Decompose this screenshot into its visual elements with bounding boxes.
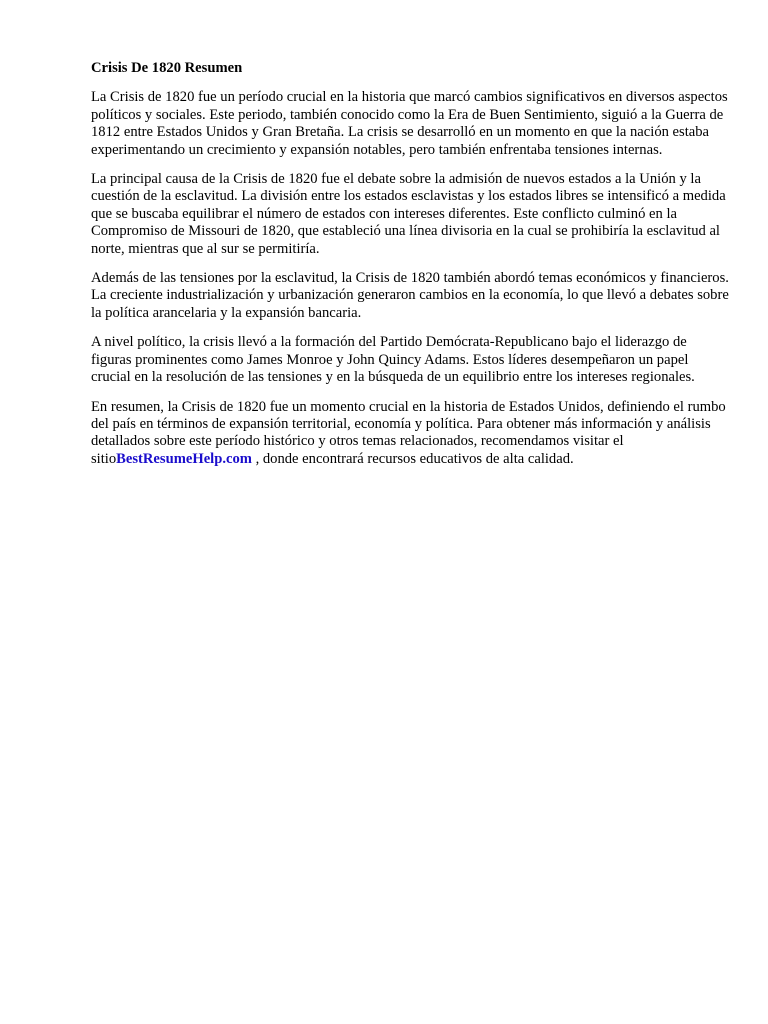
paragraph-2: La principal causa de la Crisis de 1820 fue el debate sobre la admisión de nuevos estados a la Unión y la cuestión de la esclavitud. La división entre los estados esclavistas y los estados libres se intensificó a medida que se buscaba equilibrar el número de estados con intereses diferentes. Este conflicto culminó en la Compromiso de Missouri de 1820, que estableció una línea divisoria en la cual se prohibiría la esclavitud al norte, mientras que al sur se permitiría. xyxy=(91,171,726,257)
closing-text-after-link: , donde encontrará recursos educativos de alta calidad. xyxy=(251,450,574,467)
paragraph-3: Además de las tensiones por la esclavitud, la Crisis de 1820 también abordó temas económicos y financieros. La creciente industrialización y urbanización generaron cambios en la economía, lo que llevó a debates sobre la política arancelaria y la expansión bancaria. xyxy=(91,270,729,321)
best-resume-help-link[interactable]: BestResumeHelp.com xyxy=(116,450,252,467)
closing-text-before-link: En resumen, la Crisis de 1820 fue un momento crucial en la historia de Estados Unidos, definiendo el rumbo del país en términos de expansión territorial, economía y política. Para obtener más información y análisis detallados sobre este período histórico y otros temas relacionados, recomendamos visitar el sitio xyxy=(91,398,726,467)
paragraph-1: La Crisis de 1820 fue un período crucial en la historia que marcó cambios significativos en diversos aspectos políticos y sociales. Este periodo, también conocido como la Era de Buen Sentimiento, siguió a la Guerra de 1812 entre Estados Unidos y Gran Bretaña. La crisis se desarrolló en un momento en que la nación estaba experimentando un crecimiento y expansión notables, pero también enfrentaba tensiones internas. xyxy=(91,89,728,158)
paragraph-4: A nivel político, la crisis llevó a la formación del Partido Demócrata-Republicano bajo el liderazgo de figuras prominentes como James Monroe y John Quincy Adams. Estos líderes desempeñaron un papel crucial en la resolución de las tensiones y en la búsqueda de un equilibrio entre los intereses regionales. xyxy=(91,334,695,386)
document-title: Crisis De 1820 Resumen xyxy=(91,60,243,76)
document-page xyxy=(91,60,729,480)
paragraph-closing xyxy=(91,399,729,469)
